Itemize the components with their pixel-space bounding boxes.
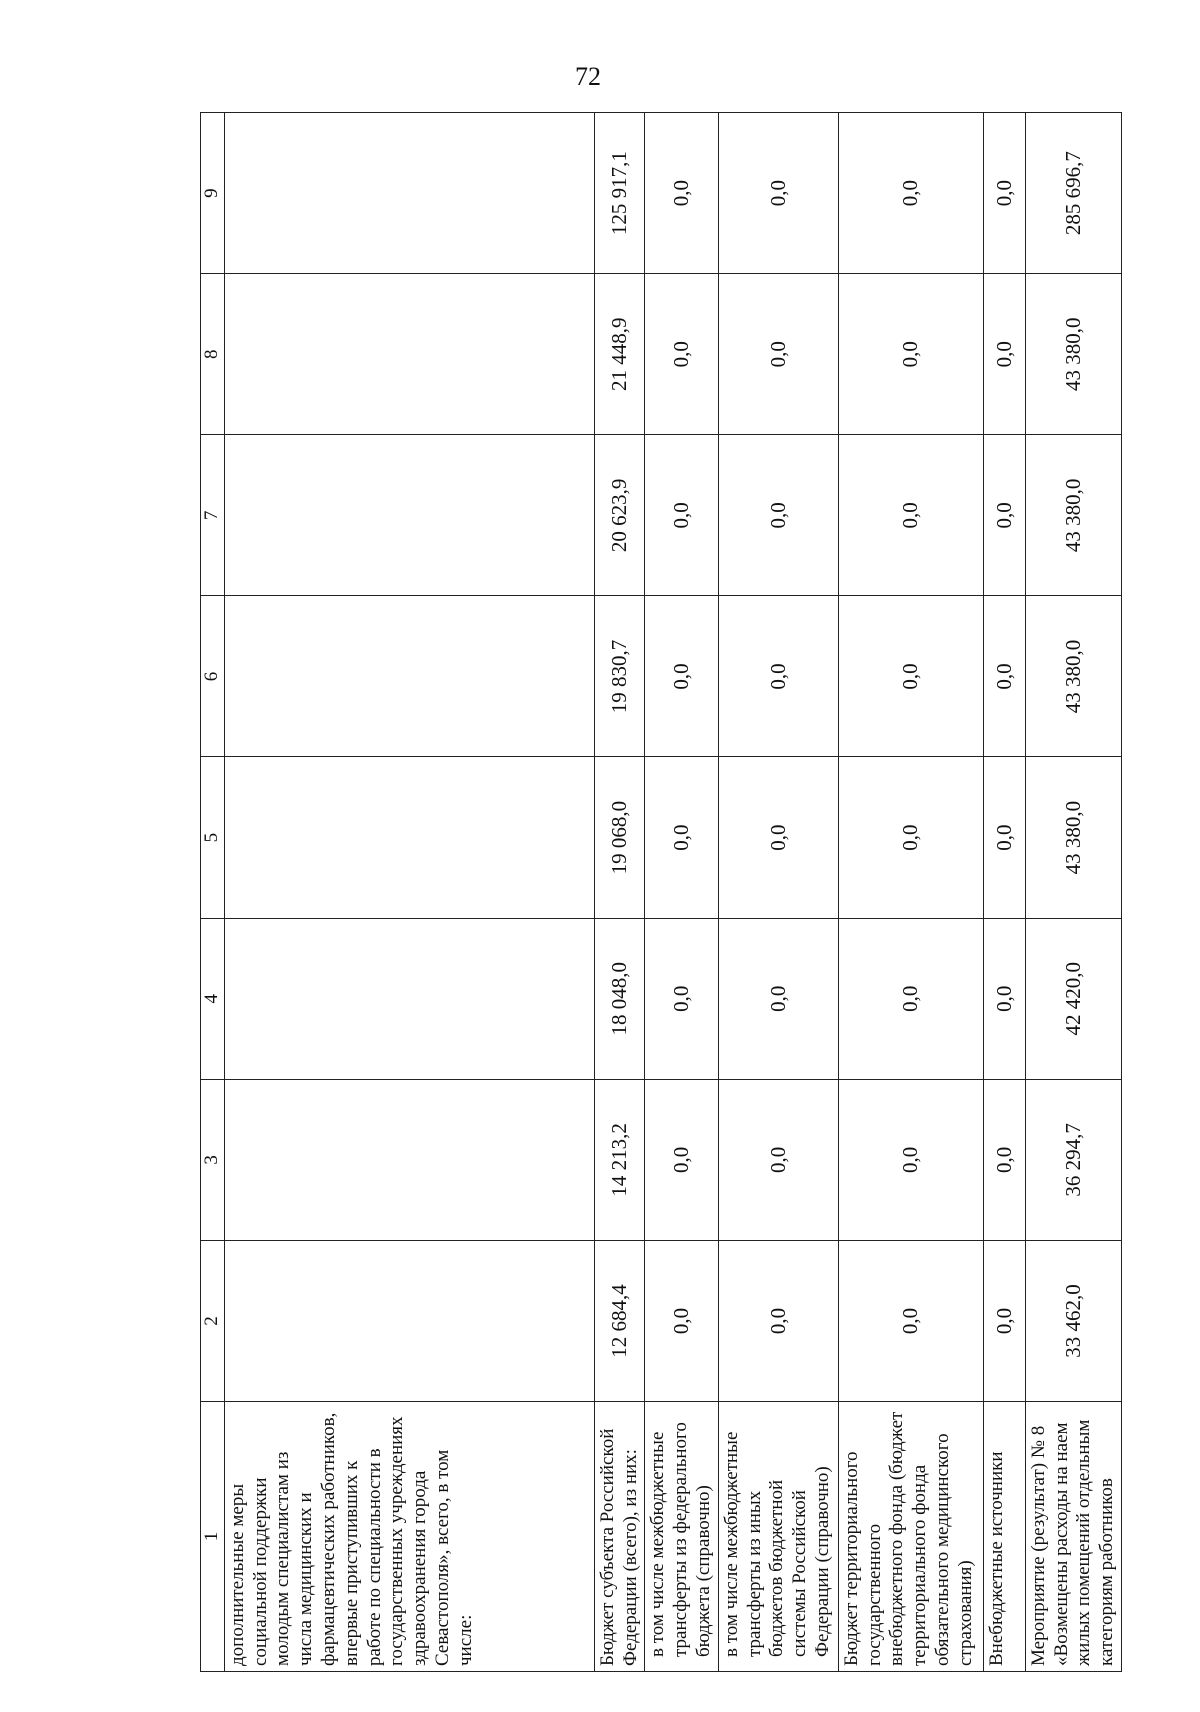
row-label: дополнительные меры социальной поддержки молодым специалистам из числа медицинских и фармацевтических работников, впервые приступивших к работе по специальности в государственных учреждениях здравоохранения города Севастополя», всего, в том числе:	[224, 1402, 594, 1672]
table-row	[1025, 113, 1121, 1672]
table-cell	[224, 1079, 594, 1240]
table-cell: 0,0	[838, 435, 983, 596]
budget-table	[200, 112, 1122, 1672]
table-cell: 33 462,0	[1025, 1240, 1121, 1401]
page-number: 72	[575, 62, 601, 91]
table-cell: 125 917,1	[594, 113, 645, 274]
column-header: 2	[201, 1240, 225, 1401]
row-label: в том числе межбюджетные трансферты из иных бюджетов бюджетной системы Российской Федерации (справочно)	[718, 1402, 838, 1672]
row-label: Бюджет субъекта Российской Федерации (всего), из них:	[594, 1402, 645, 1672]
table-cell: 0,0	[983, 1079, 1025, 1240]
table-cell: 12 684,4	[594, 1240, 645, 1401]
table-cell: 43 380,0	[1025, 596, 1121, 757]
rotated-table-container	[200, 112, 1118, 1672]
table-cell: 0,0	[838, 918, 983, 1079]
table-row	[983, 113, 1025, 1672]
table-cell	[224, 274, 594, 435]
table-row	[645, 113, 718, 1672]
column-header: 5	[201, 757, 225, 918]
table-cell	[224, 113, 594, 274]
table-cell: 0,0	[645, 274, 718, 435]
table-cell: 0,0	[838, 757, 983, 918]
table-cell: 0,0	[983, 113, 1025, 274]
column-header: 9	[201, 113, 225, 274]
table-cell: 0,0	[983, 274, 1025, 435]
table-cell: 0,0	[718, 1240, 838, 1401]
table-cell: 285 696,7	[1025, 113, 1121, 274]
table-cell	[224, 918, 594, 1079]
table-cell: 0,0	[983, 918, 1025, 1079]
row-label: Внебюджетные источники	[983, 1402, 1025, 1672]
table-cell: 0,0	[983, 757, 1025, 918]
table-cell: 0,0	[838, 1079, 983, 1240]
table-cell: 0,0	[718, 918, 838, 1079]
table-cell: 21 448,9	[594, 274, 645, 435]
table-row	[838, 113, 983, 1672]
table-cell: 0,0	[645, 1240, 718, 1401]
table-cell: 0,0	[838, 274, 983, 435]
table-cell: 36 294,7	[1025, 1079, 1121, 1240]
table-cell: 0,0	[645, 757, 718, 918]
table-cell: 20 623,9	[594, 435, 645, 596]
table-cell: 0,0	[718, 113, 838, 274]
table-cell: 43 380,0	[1025, 435, 1121, 596]
table-cell	[224, 757, 594, 918]
table-row	[224, 113, 594, 1672]
row-label: Мероприятие (результат) № 8 «Возмещены расходы на наем жилых помещений отдельным категориям работников	[1025, 1402, 1121, 1672]
row-label: в том числе межбюджетные трансферты из федерального бюджета (справочно)	[645, 1402, 718, 1672]
table-cell: 0,0	[645, 596, 718, 757]
table-cell: 43 380,0	[1025, 757, 1121, 918]
table-cell: 19 068,0	[594, 757, 645, 918]
table-cell: 0,0	[645, 435, 718, 596]
column-header: 3	[201, 1079, 225, 1240]
column-header: 7	[201, 435, 225, 596]
table-cell: 42 420,0	[1025, 918, 1121, 1079]
table-cell: 14 213,2	[594, 1079, 645, 1240]
table-cell: 0,0	[983, 435, 1025, 596]
table-cell: 0,0	[645, 918, 718, 1079]
table-cell: 0,0	[718, 596, 838, 757]
table-cell: 0,0	[645, 1079, 718, 1240]
table-cell: 0,0	[983, 596, 1025, 757]
table-cell: 0,0	[718, 274, 838, 435]
table-cell: 0,0	[645, 113, 718, 274]
table-cell: 0,0	[838, 113, 983, 274]
table-cell: 0,0	[718, 435, 838, 596]
table-row	[594, 113, 645, 1672]
table-row	[718, 113, 838, 1672]
table-cell: 0,0	[838, 1240, 983, 1401]
column-header: 4	[201, 918, 225, 1079]
header-row	[201, 113, 225, 1672]
table-cell: 18 048,0	[594, 918, 645, 1079]
table-cell	[224, 596, 594, 757]
column-header: 6	[201, 596, 225, 757]
table-cell: 0,0	[838, 596, 983, 757]
column-header: 1	[201, 1402, 225, 1672]
table-cell	[224, 435, 594, 596]
table-cell: 0,0	[983, 1240, 1025, 1401]
table-cell: 0,0	[718, 757, 838, 918]
table-cell: 0,0	[718, 1079, 838, 1240]
row-label: Бюджет территориального государственного внебюджетного фонда (бюджет территориального фонда обязательного медицинского страхования)	[838, 1402, 983, 1672]
table-cell: 43 380,0	[1025, 274, 1121, 435]
table-cell: 19 830,7	[594, 596, 645, 757]
column-header: 8	[201, 274, 225, 435]
table-cell	[224, 1240, 594, 1401]
